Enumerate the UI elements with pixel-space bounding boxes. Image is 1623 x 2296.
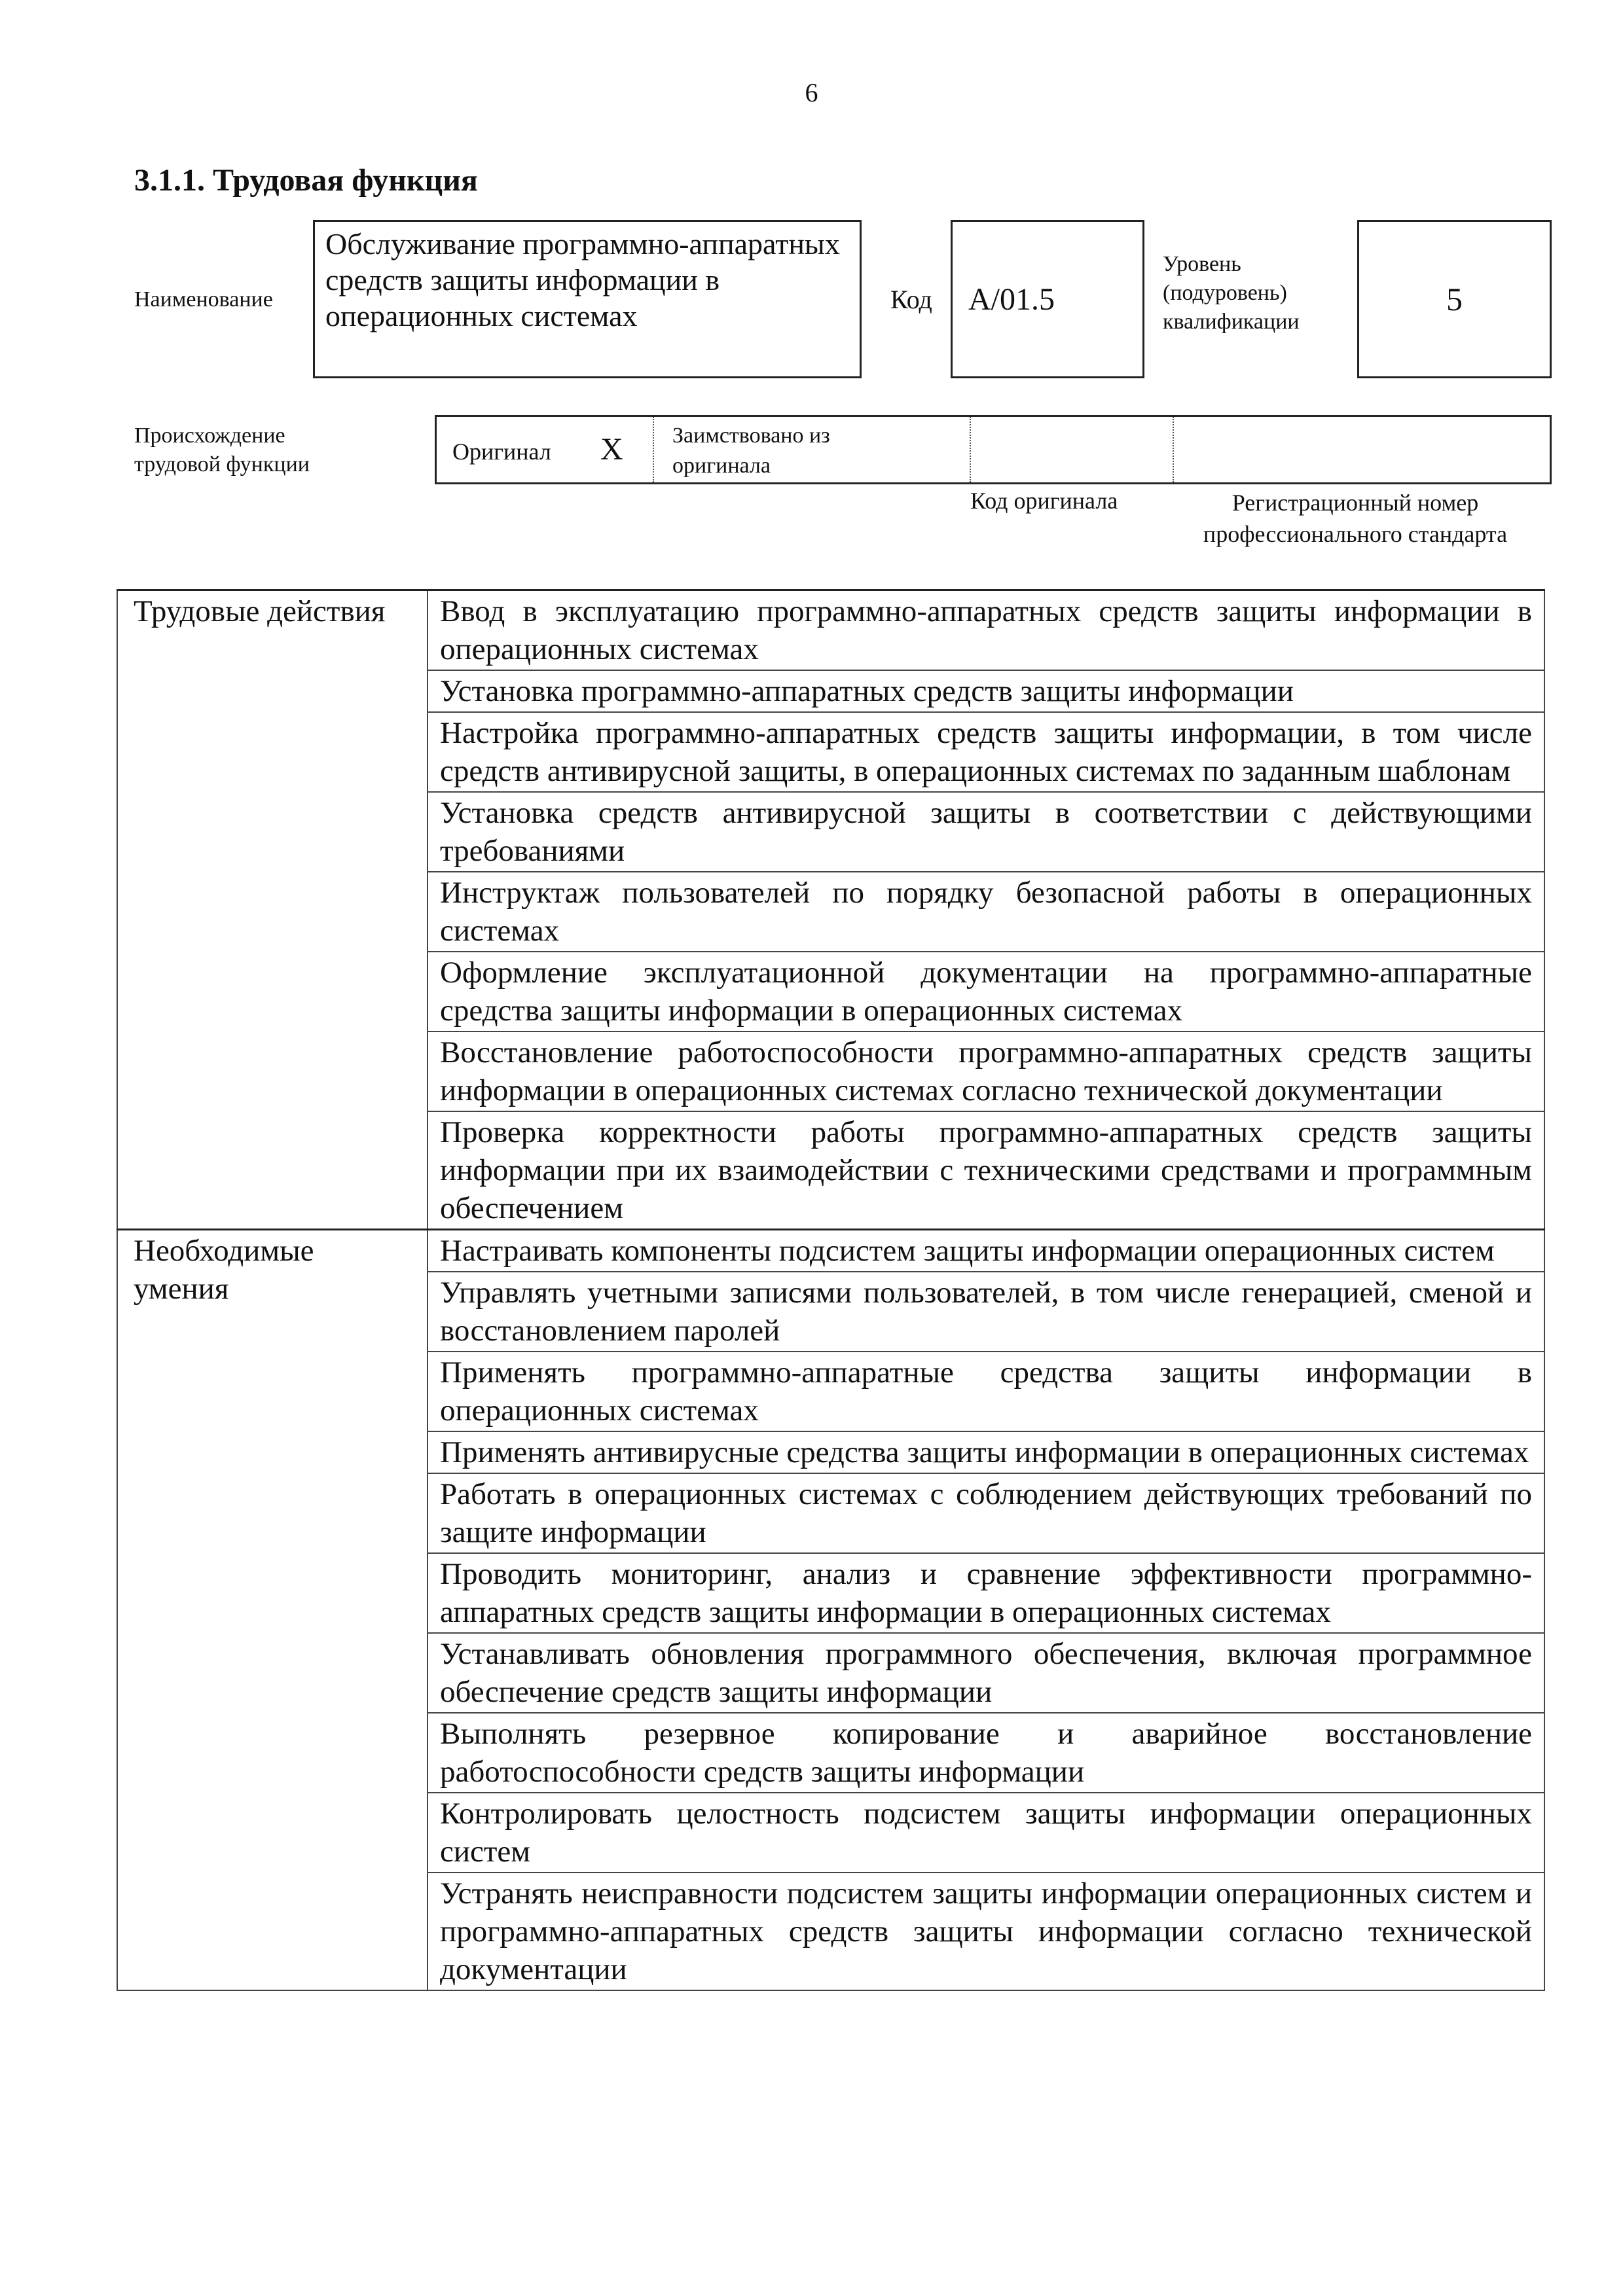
- section-title: 3.1.1. Трудовая функция: [134, 163, 478, 198]
- origin-reg-caption: Регистрационный номер профессионального стандарта: [1203, 490, 1508, 547]
- function-code-value: A/01.5: [951, 220, 1144, 378]
- qualification-level-label: [1163, 250, 1333, 336]
- origin-original-mark: X: [600, 432, 623, 467]
- requirements-table-body: [117, 590, 1544, 1991]
- labor-actions-item: Установка программно-аппаратных средств защиты информации: [428, 670, 1544, 712]
- table-row: [117, 590, 1544, 671]
- origin-borrowed-label: Заимствовано из оригинала: [672, 423, 830, 478]
- origin-label: [134, 422, 370, 479]
- required-skills-item: Применять программно-аппаратные средства защиты информации в операционных системах: [428, 1352, 1544, 1431]
- labor-actions-label: Трудовые действия: [117, 590, 428, 1230]
- table-row: [117, 1230, 1544, 1272]
- labor-actions-item: Настройка программно-аппаратных средств защиты информации, в том числе средств антивирусной защиты, в операционных системах по заданным шаблонам: [428, 712, 1544, 792]
- required-skills-label: Необходимые умения: [117, 1230, 428, 1991]
- origin-original-cell: [437, 417, 654, 482]
- qualification-level-label-text: Уровень (подуровень) квалификации: [1163, 252, 1300, 334]
- required-skills-item: Настраивать компоненты подсистем защиты информации операционных систем: [428, 1230, 1544, 1272]
- origin-borrowed-cell: [654, 417, 971, 482]
- labor-actions-item: Проверка корректности работы программно-аппаратных средств защиты информации при их взаимодействии с техническими средствами и программным обеспечением: [428, 1111, 1544, 1230]
- requirements-table: [117, 589, 1545, 1991]
- origin-reg-number-cell: [1174, 417, 1550, 482]
- origin-original-label: Оригинал: [452, 439, 551, 465]
- labor-actions-item: Инструктаж пользователей по порядку безопасной работы в операционных системах: [428, 872, 1544, 952]
- function-name-value: Обслуживание программно-аппаратных средств защиты информации в операционных системах: [313, 220, 862, 378]
- required-skills-item: Проводить мониторинг, анализ и сравнение эффективности программно-аппаратных средств защиты информации в операционных системах: [428, 1553, 1544, 1633]
- required-skills-item: Контролировать целостность подсистем защиты информации операционных систем: [428, 1793, 1544, 1873]
- origin-row: [435, 415, 1552, 484]
- name-label: Наименование: [134, 287, 273, 312]
- origin-label-text: Происхождение трудовой функции: [134, 423, 310, 476]
- labor-actions-item: Оформление эксплуатационной документации на программно-аппаратные средства защиты информации в операционных системах: [428, 952, 1544, 1031]
- required-skills-item: Устранять неисправности подсистем защиты информации операционных систем и программно-аппаратных средств защиты информации согласно технической документации: [428, 1873, 1544, 1990]
- required-skills-item: Управлять учетными записями пользователей, в том числе генерацией, сменой и восстановлением паролей: [428, 1272, 1544, 1352]
- labor-actions-item: Установка средств антивирусной защиты в соответствии с действующими требованиями: [428, 792, 1544, 872]
- page-number: 6: [805, 78, 818, 107]
- origin-code-cell: [971, 417, 1174, 482]
- required-skills-item: Работать в операционных системах с соблюдением действующих требований по защите информации: [428, 1473, 1544, 1553]
- labor-actions-item: Восстановление работоспособности программно-аппаратных средств защиты информации в операционных системах согласно технической документации: [428, 1031, 1544, 1111]
- required-skills-item: Устанавливать обновления программного обеспечения, включая программное обеспечение средств защиты информации: [428, 1633, 1544, 1713]
- required-skills-item: Применять антивирусные средства защиты информации в операционных системах: [428, 1431, 1544, 1473]
- origin-code-caption: Код оригинала: [970, 488, 1118, 514]
- required-skills-item: Выполнять резервное копирование и аварийное восстановление работоспособности средств защиты информации: [428, 1713, 1544, 1793]
- qualification-level-value: 5: [1357, 220, 1552, 378]
- code-label: Код: [890, 285, 932, 314]
- labor-actions-item: Ввод в эксплуатацию программно-аппаратных средств защиты информации в операционных системах: [428, 590, 1544, 671]
